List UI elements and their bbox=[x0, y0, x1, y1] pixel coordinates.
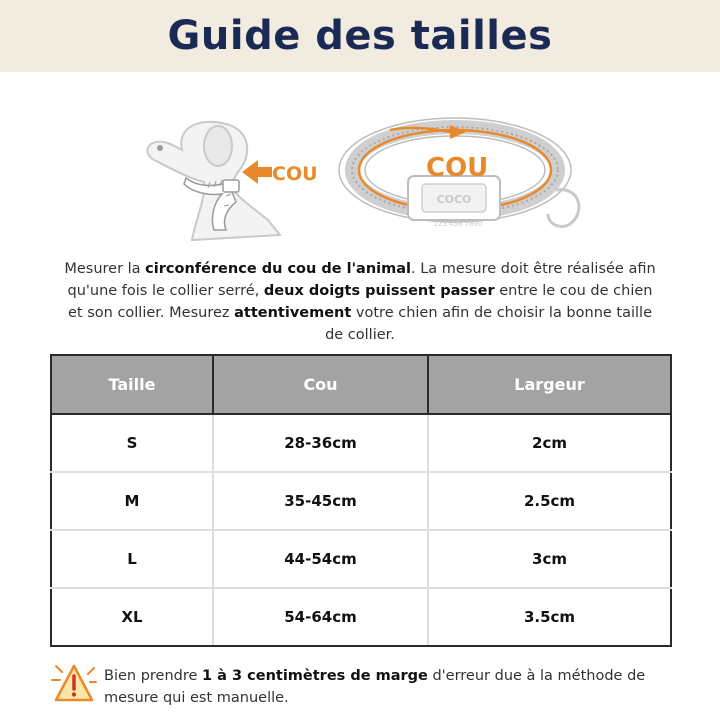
measurement-instructions: Mesurer la circonférence du cou de l'animal. La mesure doit être réalisée afin qu'une fois le collier serré, deux doigts puissent passer entre le cou de chien et son collier. Mesurez attentivement votre chien afin de choisir la bonne taille de collier. bbox=[64, 261, 656, 343]
neck-cell: 44-54cm bbox=[213, 530, 428, 588]
illustrations bbox=[0, 90, 720, 250]
collar-illustration bbox=[339, 118, 579, 228]
width-cell: 3cm bbox=[428, 530, 671, 588]
tag-name: COCO bbox=[436, 193, 472, 206]
header-taille: Taille bbox=[51, 355, 213, 414]
warning-icon bbox=[50, 660, 98, 708]
neck-cell: 28-36cm bbox=[213, 414, 428, 472]
neck-label: COU bbox=[272, 163, 318, 185]
header-largeur: Largeur bbox=[428, 355, 671, 414]
width-cell: 2.5cm bbox=[428, 472, 671, 530]
header-cou: Cou bbox=[213, 355, 428, 414]
table-row bbox=[51, 588, 671, 646]
page-title: Guide des tailles bbox=[167, 13, 553, 59]
table-row bbox=[51, 472, 671, 530]
table-row bbox=[51, 414, 671, 472]
neck-cell: 54-64cm bbox=[213, 588, 428, 646]
d-ring bbox=[548, 190, 579, 227]
size-cell: XL bbox=[51, 588, 213, 646]
tag-phone: 123 456 7890 bbox=[433, 220, 483, 228]
width-cell: 3.5cm bbox=[428, 588, 671, 646]
table-header-row bbox=[51, 355, 671, 414]
size-cell: L bbox=[51, 530, 213, 588]
size-cell: S bbox=[51, 414, 213, 472]
width-cell: 2cm bbox=[428, 414, 671, 472]
dog-ear-outline bbox=[204, 126, 232, 166]
size-table bbox=[50, 354, 672, 647]
orange-arrow-icon bbox=[242, 160, 272, 184]
dog-neck-illustration bbox=[147, 122, 317, 240]
table-row bbox=[51, 530, 671, 588]
warning-note: Bien prendre 1 à 3 centimètres de marge d'erreur due à la méthode de mesure qui est manuelle. bbox=[104, 668, 646, 706]
size-cell: M bbox=[51, 472, 213, 530]
collar-label: COU bbox=[426, 153, 489, 183]
header-banner bbox=[0, 0, 720, 72]
neck-cell: 35-45cm bbox=[213, 472, 428, 530]
